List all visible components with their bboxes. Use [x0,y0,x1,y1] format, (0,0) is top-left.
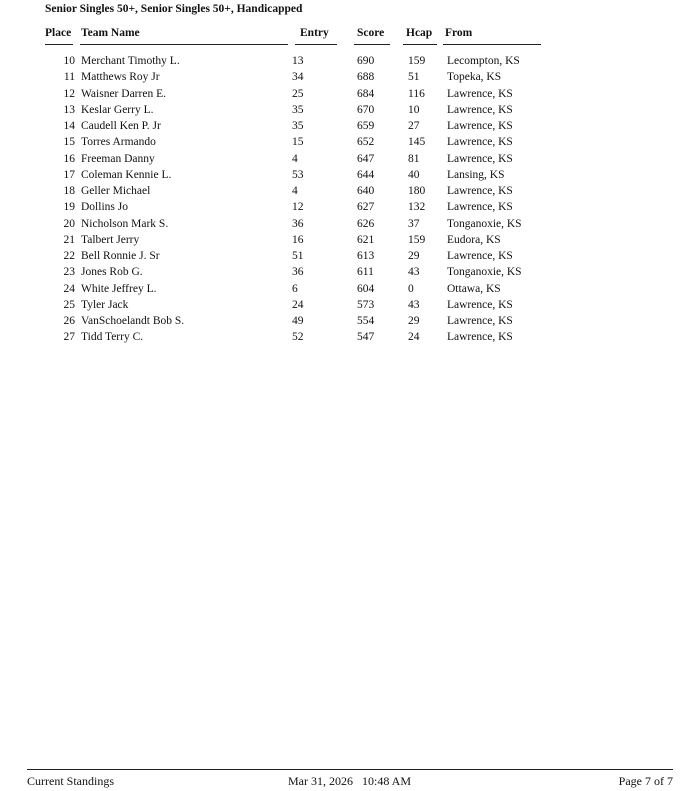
place-cell: 11 [63,71,75,84]
footer-timestamp: Mar 31, 2026 10:48 AM [288,774,411,788]
team-name-cell: Merchant Timothy L. [81,55,180,67]
team-name-cell: Tidd Terry C. [81,331,144,344]
header-underline-from [443,44,541,45]
hcap-cell: 37 [408,217,420,230]
table-row [0,71,687,87]
table-row [0,120,687,136]
entry-cell: 35 [292,120,304,132]
team-name-cell: Dollins Jo [81,201,128,214]
table-row [0,88,687,104]
score-cell: 640 [357,185,375,197]
hcap-cell: 24 [408,331,420,344]
header-score: Score [357,27,385,39]
table-row [0,266,687,282]
table-row [0,185,687,201]
from-cell: Lawrence, KS [447,152,513,165]
entry-cell: 36 [292,266,304,279]
hcap-cell: 81 [408,152,420,165]
hcap-cell: 145 [408,136,426,149]
team-name-cell: Matthews Roy Jr [81,71,160,84]
hcap-cell: 51 [408,71,420,84]
table-row [0,315,687,331]
from-cell: Topeka, KS [447,71,502,84]
place-cell: 24 [63,282,75,295]
score-cell: 684 [357,87,375,100]
hcap-cell: 132 [408,201,426,214]
from-cell: Lawrence, KS [447,185,513,197]
from-cell: Lawrence, KS [447,250,513,262]
header-from: From [445,27,473,39]
table-row [0,250,687,266]
hcap-cell: 29 [408,250,420,262]
hcap-cell: 116 [408,87,425,100]
table-row [0,153,687,169]
from-cell: Lawrence, KS [447,87,513,100]
team-name-cell: Tyler Jack [81,298,129,311]
place-cell: 25 [63,298,75,311]
place-cell: 19 [63,201,75,214]
place-cell: 26 [63,315,75,327]
team-name-cell: Geller Michael [81,185,151,197]
place-cell: 16 [63,152,75,165]
score-cell: 647 [357,152,375,165]
hcap-cell: 159 [408,233,426,246]
entry-cell: 51 [292,250,304,262]
footer-label: Current Standings [27,774,114,788]
team-name-cell: White Jeffrey L. [81,282,157,295]
team-name-cell: Nicholson Mark S. [81,217,169,230]
entry-cell: 49 [292,315,304,327]
table-row [0,331,687,347]
place-cell: 15 [63,136,75,149]
team-name-cell: VanSchoelandt Bob S. [81,315,185,327]
score-cell: 652 [357,136,375,149]
hcap-cell: 0 [408,282,414,295]
entry-cell: 35 [292,103,304,116]
score-cell: 554 [357,315,375,327]
team-name-cell: Caudell Ken P. Jr [81,120,161,132]
table-row [0,169,687,185]
header-team-name: Team Name [81,27,140,39]
score-cell: 690 [357,55,375,67]
team-name-cell: Waisner Darren E. [81,87,166,100]
score-cell: 613 [357,250,375,262]
score-cell: 611 [357,266,374,279]
hcap-cell: 40 [408,168,420,181]
from-cell: Lawrence, KS [447,298,513,311]
hcap-cell: 29 [408,315,420,327]
place-cell: 22 [63,250,75,262]
from-cell: Lawrence, KS [447,315,513,327]
table-row [0,55,687,71]
place-cell: 12 [63,87,75,100]
footer-divider [27,769,673,770]
entry-cell: 25 [292,87,304,100]
header-underline-score [354,44,390,45]
score-cell: 659 [357,120,375,132]
from-cell: Tonganoxie, KS [447,217,522,230]
from-cell: Lansing, KS [447,168,505,181]
score-cell: 573 [357,298,375,311]
entry-cell: 24 [292,298,304,311]
header-underline-hcap [403,44,437,45]
entry-cell: 4 [292,185,298,197]
entry-cell: 16 [292,233,304,246]
place-cell: 10 [63,55,75,67]
report-title: Senior Singles 50+, Senior Singles 50+, Handicapped [45,3,303,15]
score-cell: 644 [357,168,375,181]
table-row [0,283,687,299]
from-cell: Eudora, KS [447,233,501,246]
hcap-cell: 159 [408,55,426,67]
team-name-cell: Freeman Danny [81,152,155,165]
team-name-cell: Bell Ronnie J. Sr [81,250,160,262]
header-hcap: Hcap [406,27,433,39]
score-cell: 626 [357,217,375,230]
from-cell: Ottawa, KS [447,282,501,295]
entry-cell: 52 [292,331,304,344]
from-cell: Lawrence, KS [447,136,513,149]
table-row [0,104,687,120]
header-underline-entry [295,44,337,45]
place-cell: 21 [63,233,75,246]
hcap-cell: 10 [408,103,420,116]
entry-cell: 4 [292,152,298,165]
table-row [0,299,687,315]
place-cell: 20 [63,217,75,230]
footer-page-number: Page 7 of 7 [618,774,673,788]
team-name-cell: Jones Rob G. [81,266,143,279]
entry-cell: 53 [292,168,304,181]
hcap-cell: 43 [408,298,420,311]
team-name-cell: Talbert Jerry [81,233,140,246]
score-cell: 688 [357,71,375,84]
score-cell: 547 [357,331,375,344]
team-name-cell: Torres Armando [81,136,156,149]
score-cell: 627 [357,201,375,214]
header-underline-place [45,44,73,45]
entry-cell: 6 [292,282,298,295]
table-row [0,201,687,217]
from-cell: Lecompton, KS [447,55,520,67]
entry-cell: 34 [292,71,304,84]
header-entry: Entry [300,27,329,39]
place-cell: 18 [63,185,75,197]
score-cell: 604 [357,282,375,295]
from-cell: Tonganoxie, KS [447,266,522,279]
from-cell: Lawrence, KS [447,201,513,214]
table-row [0,136,687,152]
from-cell: Lawrence, KS [447,103,513,116]
score-cell: 621 [357,233,375,246]
from-cell: Lawrence, KS [447,120,513,132]
score-cell: 670 [357,103,375,116]
place-cell: 17 [63,168,75,181]
entry-cell: 15 [292,136,304,149]
header-place: Place [45,27,72,39]
hcap-cell: 180 [408,185,426,197]
hcap-cell: 27 [408,120,420,132]
entry-cell: 36 [292,217,304,230]
place-cell: 27 [63,331,75,344]
place-cell: 13 [63,103,75,116]
entry-cell: 12 [292,201,304,214]
hcap-cell: 43 [408,266,420,279]
team-name-cell: Keslar Gerry L. [81,103,154,116]
table-row [0,218,687,234]
team-name-cell: Coleman Kennie L. [81,168,172,181]
from-cell: Lawrence, KS [447,331,513,344]
place-cell: 14 [63,120,75,132]
entry-cell: 13 [292,55,304,67]
place-cell: 23 [63,266,75,279]
table-row [0,234,687,250]
header-underline-team [80,44,288,45]
